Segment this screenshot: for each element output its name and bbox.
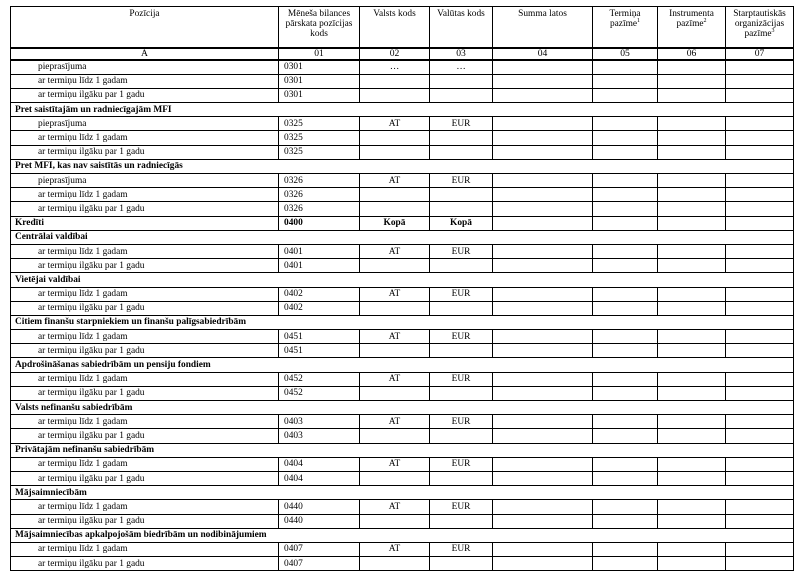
intl-org-flag-cell bbox=[726, 259, 794, 273]
country-code-cell bbox=[360, 301, 430, 315]
position-label: ar termiņu ilgāku par 1 gadu bbox=[11, 471, 279, 485]
instrument-flag-cell bbox=[658, 259, 726, 273]
amount-cell bbox=[493, 202, 593, 216]
item-code-cell: 0403 bbox=[279, 415, 360, 429]
currency-code-cell: EUR bbox=[430, 457, 493, 471]
item-code-cell: 0326 bbox=[279, 188, 360, 202]
country-code-cell bbox=[360, 145, 430, 159]
header-instrument-flag bbox=[658, 7, 726, 48]
table-row bbox=[11, 259, 794, 273]
instrument-flag-cell bbox=[658, 471, 726, 485]
table-row bbox=[11, 372, 794, 386]
country-code-cell bbox=[360, 471, 430, 485]
country-code-cell: AT bbox=[360, 244, 430, 258]
currency-code-cell bbox=[430, 88, 493, 102]
maturity-flag-cell bbox=[593, 344, 658, 358]
amount-cell bbox=[493, 372, 593, 386]
intl-org-flag-cell bbox=[726, 344, 794, 358]
position-label: ar termiņu ilgāku par 1 gadu bbox=[11, 344, 279, 358]
section-heading: Centrālai valdībai bbox=[11, 230, 794, 244]
position-label: ar termiņu ilgāku par 1 gadu bbox=[11, 88, 279, 102]
instrument-flag-cell bbox=[658, 557, 726, 571]
country-code-cell: AT bbox=[360, 457, 430, 471]
table-row bbox=[11, 159, 794, 173]
position-label: ar termiņu līdz 1 gadam bbox=[11, 287, 279, 301]
letter-cell: 06 bbox=[658, 48, 726, 60]
table-row bbox=[11, 244, 794, 258]
currency-code-cell: EUR bbox=[430, 330, 493, 344]
table-row bbox=[11, 103, 794, 117]
item-code-cell: 0402 bbox=[279, 287, 360, 301]
header-currency-code: Valūtas kods bbox=[430, 7, 493, 48]
item-code-cell: 0452 bbox=[279, 386, 360, 400]
currency-code-cell: EUR bbox=[430, 117, 493, 131]
table-row bbox=[11, 74, 794, 88]
intl-org-flag-cell bbox=[726, 500, 794, 514]
position-label: Kredīti bbox=[11, 216, 279, 230]
maturity-flag-cell bbox=[593, 457, 658, 471]
position-label: pieprasījuma bbox=[11, 117, 279, 131]
section-heading: Mājsaimniecības apkalpojošām biedrībām un nodibinājumiem bbox=[11, 528, 794, 542]
currency-code-cell bbox=[430, 429, 493, 443]
amount-cell bbox=[493, 117, 593, 131]
intl-org-flag-cell bbox=[726, 415, 794, 429]
intl-org-flag-cell bbox=[726, 287, 794, 301]
table-row bbox=[11, 443, 794, 457]
table-row bbox=[11, 301, 794, 315]
instrument-flag-cell bbox=[658, 287, 726, 301]
item-code-cell: 0325 bbox=[279, 145, 360, 159]
header-intl-org-flag bbox=[726, 7, 794, 48]
section-heading: Citiem finanšu starpniekiem un finanšu palīgsabiedrībām bbox=[11, 315, 794, 329]
section-heading: Vietējai valdībai bbox=[11, 273, 794, 287]
instrument-flag-cell bbox=[658, 386, 726, 400]
instrument-flag-cell bbox=[658, 301, 726, 315]
amount-cell bbox=[493, 542, 593, 556]
position-label: pieprasījuma bbox=[11, 60, 279, 75]
header-maturity-footnote: 1 bbox=[637, 17, 641, 24]
table-row bbox=[11, 117, 794, 131]
country-code-cell bbox=[360, 259, 430, 273]
item-code-cell: 0301 bbox=[279, 74, 360, 88]
intl-org-flag-cell bbox=[726, 74, 794, 88]
instrument-flag-cell bbox=[658, 500, 726, 514]
letter-cell: 04 bbox=[493, 48, 593, 60]
country-code-cell: AT bbox=[360, 330, 430, 344]
instrument-flag-cell bbox=[658, 542, 726, 556]
intl-org-flag-cell bbox=[726, 202, 794, 216]
position-label: ar termiņu līdz 1 gadam bbox=[11, 500, 279, 514]
item-code-cell: 0451 bbox=[279, 344, 360, 358]
position-label: ar termiņu ilgāku par 1 gadu bbox=[11, 429, 279, 443]
currency-code-cell: EUR bbox=[430, 244, 493, 258]
position-label: ar termiņu ilgāku par 1 gadu bbox=[11, 202, 279, 216]
item-code-cell: 0325 bbox=[279, 117, 360, 131]
country-code-cell bbox=[360, 74, 430, 88]
position-label: ar termiņu līdz 1 gadam bbox=[11, 188, 279, 202]
maturity-flag-cell bbox=[593, 74, 658, 88]
currency-code-cell bbox=[430, 145, 493, 159]
header-row bbox=[11, 7, 794, 48]
instrument-flag-cell bbox=[658, 88, 726, 102]
table-row bbox=[11, 542, 794, 556]
amount-cell bbox=[493, 174, 593, 188]
intl-org-flag-cell bbox=[726, 145, 794, 159]
amount-cell bbox=[493, 429, 593, 443]
position-label: ar termiņu ilgāku par 1 gadu bbox=[11, 386, 279, 400]
country-code-cell: AT bbox=[360, 542, 430, 556]
currency-code-cell: EUR bbox=[430, 372, 493, 386]
table-row bbox=[11, 188, 794, 202]
item-code-cell: 0301 bbox=[279, 60, 360, 75]
table-row bbox=[11, 557, 794, 571]
table-row bbox=[11, 514, 794, 528]
item-code-cell: 0325 bbox=[279, 131, 360, 145]
table-row bbox=[11, 386, 794, 400]
country-code-cell: AT bbox=[360, 117, 430, 131]
item-code-cell: 0404 bbox=[279, 471, 360, 485]
item-code-cell: 0440 bbox=[279, 500, 360, 514]
intl-org-flag-cell bbox=[726, 542, 794, 556]
section-heading: Privātajām nefinanšu sabiedrībām bbox=[11, 443, 794, 457]
position-label: ar termiņu ilgāku par 1 gadu bbox=[11, 514, 279, 528]
amount-cell bbox=[493, 457, 593, 471]
instrument-flag-cell bbox=[658, 117, 726, 131]
maturity-flag-cell bbox=[593, 471, 658, 485]
section-heading: Valsts nefinanšu sabiedrībām bbox=[11, 401, 794, 415]
section-heading: Apdrošināšanas sabiedrībām un pensiju fondiem bbox=[11, 358, 794, 372]
item-code-cell: 0326 bbox=[279, 202, 360, 216]
table-row bbox=[11, 429, 794, 443]
table-row bbox=[11, 60, 794, 75]
amount-cell bbox=[493, 415, 593, 429]
table-row bbox=[11, 287, 794, 301]
item-code-cell: 0407 bbox=[279, 542, 360, 556]
item-code-cell: 0401 bbox=[279, 259, 360, 273]
currency-code-cell bbox=[430, 202, 493, 216]
maturity-flag-cell bbox=[593, 415, 658, 429]
section-heading: Pret MFI, kas nav saistītās un radniecīgās bbox=[11, 159, 794, 173]
maturity-flag-cell bbox=[593, 301, 658, 315]
instrument-flag-cell bbox=[658, 131, 726, 145]
balance-sheet-table bbox=[10, 6, 794, 571]
intl-org-flag-cell bbox=[726, 372, 794, 386]
country-code-cell bbox=[360, 131, 430, 145]
position-label: ar termiņu ilgāku par 1 gadu bbox=[11, 259, 279, 273]
amount-cell bbox=[493, 131, 593, 145]
position-label: ar termiņu līdz 1 gadam bbox=[11, 372, 279, 386]
letter-cell: 07 bbox=[726, 48, 794, 60]
maturity-flag-cell bbox=[593, 174, 658, 188]
maturity-flag-cell bbox=[593, 386, 658, 400]
maturity-flag-cell bbox=[593, 372, 658, 386]
intl-org-flag-cell bbox=[726, 429, 794, 443]
header-intl-org-footnote: 3 bbox=[771, 27, 775, 34]
amount-cell bbox=[493, 74, 593, 88]
table-row bbox=[11, 174, 794, 188]
position-label: ar termiņu līdz 1 gadam bbox=[11, 131, 279, 145]
amount-cell bbox=[493, 514, 593, 528]
intl-org-flag-cell bbox=[726, 386, 794, 400]
country-code-cell: AT bbox=[360, 174, 430, 188]
maturity-flag-cell bbox=[593, 131, 658, 145]
intl-org-flag-cell bbox=[726, 514, 794, 528]
item-code-cell: 0452 bbox=[279, 372, 360, 386]
section-heading: Pret saistītajām un radniecīgajām MFI bbox=[11, 103, 794, 117]
instrument-flag-cell bbox=[658, 429, 726, 443]
maturity-flag-cell bbox=[593, 117, 658, 131]
currency-code-cell bbox=[430, 344, 493, 358]
header-item-code: Mēneša bilances pārskata pozīcijas kods bbox=[279, 7, 360, 48]
table-row bbox=[11, 216, 794, 230]
amount-cell bbox=[493, 287, 593, 301]
position-label: ar termiņu līdz 1 gadam bbox=[11, 74, 279, 88]
country-code-cell: … bbox=[360, 60, 430, 75]
section-heading: Mājsaimniecībām bbox=[11, 486, 794, 500]
country-code-cell: Kopā bbox=[360, 216, 430, 230]
item-code-cell: 0403 bbox=[279, 429, 360, 443]
currency-code-cell bbox=[430, 74, 493, 88]
maturity-flag-cell bbox=[593, 500, 658, 514]
instrument-flag-cell bbox=[658, 330, 726, 344]
maturity-flag-cell bbox=[593, 244, 658, 258]
country-code-cell: AT bbox=[360, 415, 430, 429]
amount-cell bbox=[493, 500, 593, 514]
intl-org-flag-cell bbox=[726, 244, 794, 258]
amount-cell bbox=[493, 188, 593, 202]
position-label: ar termiņu līdz 1 gadam bbox=[11, 244, 279, 258]
maturity-flag-cell bbox=[593, 88, 658, 102]
country-code-cell bbox=[360, 188, 430, 202]
country-code-cell bbox=[360, 386, 430, 400]
instrument-flag-cell bbox=[658, 60, 726, 75]
letter-cell: 02 bbox=[360, 48, 430, 60]
currency-code-cell bbox=[430, 301, 493, 315]
currency-code-cell: EUR bbox=[430, 500, 493, 514]
table-row bbox=[11, 500, 794, 514]
currency-code-cell bbox=[430, 131, 493, 145]
table-row bbox=[11, 145, 794, 159]
currency-code-cell: EUR bbox=[430, 287, 493, 301]
header-country-code: Valsts kods bbox=[360, 7, 430, 48]
header-maturity-flag bbox=[593, 7, 658, 48]
table-row bbox=[11, 344, 794, 358]
table-row bbox=[11, 486, 794, 500]
amount-cell bbox=[493, 216, 593, 230]
position-label: ar termiņu līdz 1 gadam bbox=[11, 542, 279, 556]
item-code-cell: 0440 bbox=[279, 514, 360, 528]
item-code-cell: 0402 bbox=[279, 301, 360, 315]
position-label: ar termiņu līdz 1 gadam bbox=[11, 415, 279, 429]
table-row bbox=[11, 471, 794, 485]
maturity-flag-cell bbox=[593, 330, 658, 344]
header-position: Pozīcija bbox=[11, 7, 279, 48]
maturity-flag-cell bbox=[593, 287, 658, 301]
item-code-cell: 0401 bbox=[279, 244, 360, 258]
maturity-flag-cell bbox=[593, 202, 658, 216]
letter-cell: 05 bbox=[593, 48, 658, 60]
amount-cell bbox=[493, 557, 593, 571]
country-code-cell: AT bbox=[360, 372, 430, 386]
maturity-flag-cell bbox=[593, 188, 658, 202]
table-row bbox=[11, 88, 794, 102]
table-row bbox=[11, 230, 794, 244]
amount-cell bbox=[493, 60, 593, 75]
intl-org-flag-cell bbox=[726, 216, 794, 230]
position-label: ar termiņu ilgāku par 1 gadu bbox=[11, 145, 279, 159]
country-code-cell bbox=[360, 202, 430, 216]
position-label: ar termiņu ilgāku par 1 gadu bbox=[11, 557, 279, 571]
letter-cell: A bbox=[11, 48, 279, 60]
currency-code-cell bbox=[430, 188, 493, 202]
table-row bbox=[11, 330, 794, 344]
table-row bbox=[11, 315, 794, 329]
intl-org-flag-cell bbox=[726, 557, 794, 571]
currency-code-cell: … bbox=[430, 60, 493, 75]
country-code-cell bbox=[360, 344, 430, 358]
country-code-cell bbox=[360, 557, 430, 571]
table-row bbox=[11, 273, 794, 287]
header-maturity-text: Termiņa pazīme bbox=[609, 9, 641, 29]
instrument-flag-cell bbox=[658, 244, 726, 258]
table-row bbox=[11, 528, 794, 542]
currency-code-cell bbox=[430, 259, 493, 273]
amount-cell bbox=[493, 471, 593, 485]
table-row bbox=[11, 358, 794, 372]
item-code-cell: 0407 bbox=[279, 557, 360, 571]
country-code-cell bbox=[360, 88, 430, 102]
intl-org-flag-cell bbox=[726, 301, 794, 315]
amount-cell bbox=[493, 88, 593, 102]
table-body bbox=[11, 48, 794, 571]
currency-code-cell bbox=[430, 386, 493, 400]
table-row bbox=[11, 415, 794, 429]
currency-code-cell bbox=[430, 471, 493, 485]
intl-org-flag-cell bbox=[726, 188, 794, 202]
intl-org-flag-cell bbox=[726, 471, 794, 485]
intl-org-flag-cell bbox=[726, 457, 794, 471]
position-label: pieprasījuma bbox=[11, 174, 279, 188]
header-instrument-text: Instrumenta pazīme bbox=[669, 9, 714, 29]
instrument-flag-cell bbox=[658, 188, 726, 202]
maturity-flag-cell bbox=[593, 216, 658, 230]
currency-code-cell bbox=[430, 514, 493, 528]
instrument-flag-cell bbox=[658, 372, 726, 386]
header-intl-org-text: Starptautiskās organizācijas pazīme bbox=[733, 9, 786, 39]
table-row bbox=[11, 202, 794, 216]
currency-code-cell bbox=[430, 557, 493, 571]
position-label: ar termiņu līdz 1 gadam bbox=[11, 457, 279, 471]
table-row bbox=[11, 457, 794, 471]
header-instrument-footnote: 2 bbox=[703, 17, 707, 24]
maturity-flag-cell bbox=[593, 259, 658, 273]
amount-cell bbox=[493, 145, 593, 159]
instrument-flag-cell bbox=[658, 216, 726, 230]
intl-org-flag-cell bbox=[726, 88, 794, 102]
intl-org-flag-cell bbox=[726, 131, 794, 145]
amount-cell bbox=[493, 386, 593, 400]
letter-cell: 03 bbox=[430, 48, 493, 60]
column-letters-row bbox=[11, 48, 794, 60]
item-code-cell: 0326 bbox=[279, 174, 360, 188]
amount-cell bbox=[493, 301, 593, 315]
maturity-flag-cell bbox=[593, 145, 658, 159]
country-code-cell: AT bbox=[360, 287, 430, 301]
item-code-cell: 0451 bbox=[279, 330, 360, 344]
country-code-cell bbox=[360, 429, 430, 443]
item-code-cell: 0400 bbox=[279, 216, 360, 230]
currency-code-cell: EUR bbox=[430, 415, 493, 429]
maturity-flag-cell bbox=[593, 557, 658, 571]
item-code-cell: 0301 bbox=[279, 88, 360, 102]
amount-cell bbox=[493, 259, 593, 273]
letter-cell: 01 bbox=[279, 48, 360, 60]
intl-org-flag-cell bbox=[726, 174, 794, 188]
maturity-flag-cell bbox=[593, 542, 658, 556]
maturity-flag-cell bbox=[593, 514, 658, 528]
position-label: ar termiņu ilgāku par 1 gadu bbox=[11, 301, 279, 315]
country-code-cell: AT bbox=[360, 500, 430, 514]
amount-cell bbox=[493, 244, 593, 258]
table-row bbox=[11, 131, 794, 145]
amount-cell bbox=[493, 330, 593, 344]
maturity-flag-cell bbox=[593, 60, 658, 75]
amount-cell bbox=[493, 344, 593, 358]
country-code-cell bbox=[360, 514, 430, 528]
currency-code-cell: EUR bbox=[430, 542, 493, 556]
instrument-flag-cell bbox=[658, 344, 726, 358]
table-row bbox=[11, 401, 794, 415]
currency-code-cell: EUR bbox=[430, 174, 493, 188]
currency-code-cell: Kopā bbox=[430, 216, 493, 230]
instrument-flag-cell bbox=[658, 145, 726, 159]
instrument-flag-cell bbox=[658, 514, 726, 528]
instrument-flag-cell bbox=[658, 415, 726, 429]
intl-org-flag-cell bbox=[726, 60, 794, 75]
instrument-flag-cell bbox=[658, 202, 726, 216]
intl-org-flag-cell bbox=[726, 117, 794, 131]
intl-org-flag-cell bbox=[726, 330, 794, 344]
instrument-flag-cell bbox=[658, 457, 726, 471]
position-label: ar termiņu līdz 1 gadam bbox=[11, 330, 279, 344]
instrument-flag-cell bbox=[658, 174, 726, 188]
maturity-flag-cell bbox=[593, 429, 658, 443]
instrument-flag-cell bbox=[658, 74, 726, 88]
item-code-cell: 0404 bbox=[279, 457, 360, 471]
header-amount: Summa latos bbox=[493, 7, 593, 48]
